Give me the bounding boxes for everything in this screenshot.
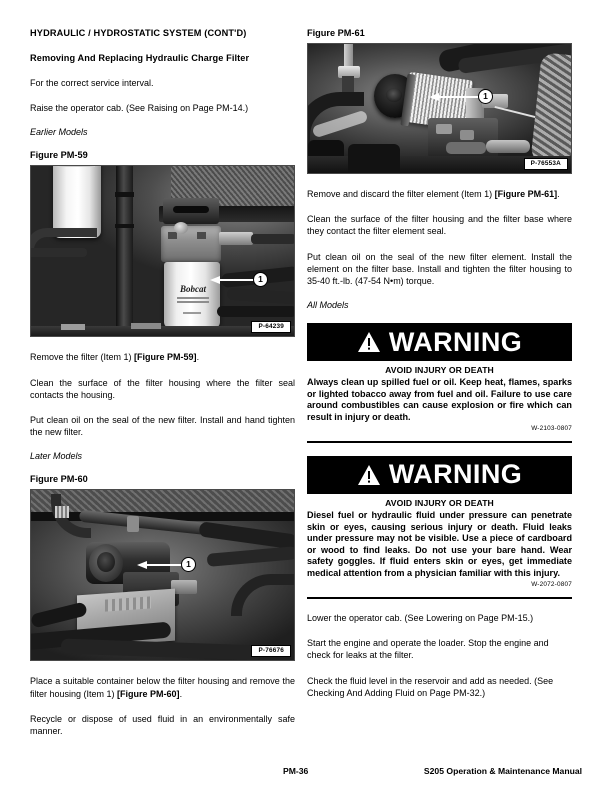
warning-bar-1 [307,323,572,361]
callout-arrow-pm60 [146,564,184,566]
photo-pm61 [308,44,571,173]
photo-id-pm60: P-76676 [251,645,291,657]
section-title: HYDRAULIC / HYDROSTATIC SYSTEM (CONT'D) [30,28,247,38]
subsection-title: Removing And Replacing Hydraulic Charge Filter [30,53,250,63]
paragraph-raise-cab: Raise the operator cab. (See Raising on Page PM-14.) [30,103,249,114]
heading-later-models: Later Models [30,451,83,462]
callout-1-pm59: 1 [253,272,268,287]
footer-page-number: PM-36 [283,766,309,776]
paragraph-put-clean-oil: Put clean oil on the seal of the new filter. Install and hand tighten the new filter. [30,415,295,438]
paragraph-start-engine: Start the engine and operate the loader. Stop the engine and check for leaks at the filter. [307,638,549,661]
filter-brand-text: Bobcat [180,284,206,295]
paragraph-clean-surface: Clean the surface of the filter housing where the filter seal contacts the housing. [30,377,295,400]
warning-bar-2 [307,456,572,494]
divider-rule-1 [307,441,572,443]
warning-block-1 [307,323,572,443]
paragraph-place-container: Place a suitable container below the filter housing and remove the filter housing (Item 1) [Figure PM-60]. [30,676,295,699]
figure-pm60 [30,489,295,661]
photo-pm60 [31,490,294,660]
paragraph-recycle-fluid: Recycle or dispose of used fluid in an environmentally safe manner. [30,713,295,737]
figure-pm59 [30,165,295,337]
photo-id-pm61: P-76553A [524,158,568,170]
warning-headline-1: AVOID INJURY OR DEATH [385,365,494,376]
figure-ref-pm60: [Figure PM-60] [117,688,180,699]
paragraph-lower-cab: Lower the operator cab. (See Lowering on Page PM-15.) [307,612,534,623]
divider-rule-2 [307,597,572,599]
photo-id-pm59: P-64239 [251,321,291,333]
paragraph-service-interval: For the correct service interval. [30,78,154,88]
heading-all-models: All Models [307,300,349,311]
warning-word-2: WARNING [388,459,523,490]
paragraph-check-fluid: Check the fluid level in the reservoir and add as needed. (See Checking And Adding Fluid on Page PM-32.) [307,675,554,698]
warning-headline-2: AVOID INJURY OR DEATH [385,497,494,508]
paragraph-remove-filter: Remove the filter (Item 1) [Figure PM-59]. [30,352,200,363]
figure-label-pm61: Figure PM-61 [307,28,365,38]
callout-arrow-pm59 [219,279,257,281]
heading-earlier-models: Earlier Models [30,127,88,138]
paragraph-oil-new-element: Put clean oil on the seal of the new filter element. Install the element on the filter base. Install and tighten the filter housing to 35-40 ft.-lb. (47-54 N•m) torque. [307,251,572,287]
figure-label-pm59: Figure PM-59 [30,150,88,161]
left-column [30,28,295,750]
right-column [307,28,572,712]
callout-1-pm60: 1 [181,557,196,572]
callout-1-pm61: 1 [478,89,493,104]
paragraph-remove-element: Remove and discard the filter element (Item 1) [Figure PM-61]. [307,189,560,199]
warning-block-2 [307,456,572,599]
photo-pm59 [31,166,294,336]
callout-arrow-pm61 [438,96,482,98]
warning-triangle-icon-2 [357,464,381,486]
warning-triangle-icon [357,331,381,353]
figure-pm61 [307,43,572,174]
figure-ref-pm61: [Figure PM-61] [494,189,558,199]
warning-word-1: WARNING [388,326,523,357]
figure-ref-pm59: [Figure PM-59] [134,352,197,363]
warning-code-2: W-2072-0807 [531,580,572,588]
warning-body-1: Always clean up spilled fuel or oil. Keep heat, flames, sparks or lighted tobacco away from fuel and oil. Failure to use care around combustibles can cause explosion or fire which can result in injury or death. [307,377,572,422]
warning-code-1: W-2103-0807 [531,424,572,432]
paragraph-clean-housing-base: Clean the surface of the filter housing and the filter base where they contact the filter element seal. [307,214,572,237]
footer-manual-name: S205 Operation & Maintenance Manual [423,766,582,776]
figure-label-pm60: Figure PM-60 [30,474,88,485]
warning-body-2: Diesel fuel or hydraulic fluid under pressure can penetrate skin or eyes, causing serious injury or death. Fluid leaks under pressure may not be visible. Use a piece of cardboard or wood to find leaks. Do not use your bare hand. Wear safety goggles. If fluid enters skin or eyes, get immediate medical attention from a physician familiar with this injury. [307,509,572,578]
